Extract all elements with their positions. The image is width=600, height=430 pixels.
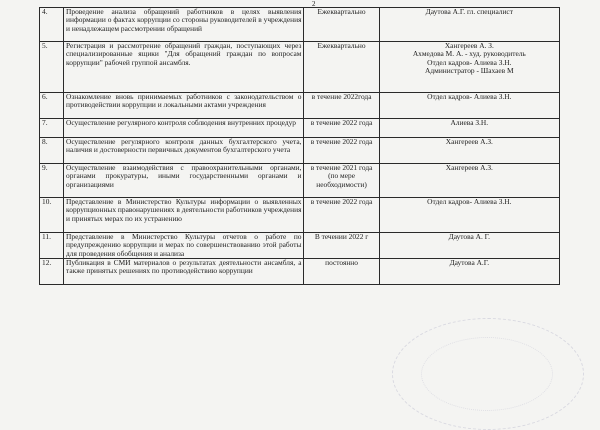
row-responsible: [379, 138, 559, 164]
row-event: Осуществление регулярного контроля соблюдения внутренних процедур: [64, 119, 304, 138]
row-term: в течение 2022 года: [304, 119, 379, 138]
row-responsible: [379, 119, 559, 138]
row-term: в течение 2022 года: [304, 138, 379, 164]
row-event: Регистрация и рассмотрение обращений граждан, поступающих через специализированные ящики "Для обращений граждан по вопросам коррупции" рабочей группой ансамбля.: [64, 42, 304, 93]
row-event: Проведение анализа обращений работников в целях выявления информации о фактах коррупции со стороны руководителей в учреждения и ненадлежащем рассмотрении обращений: [64, 8, 304, 42]
row-number: 12.: [40, 259, 64, 285]
row-number: 4.: [40, 8, 64, 42]
responsible-person: Алиева З.Н.: [450, 118, 489, 127]
table-row: [40, 42, 560, 93]
page-number: 2: [312, 0, 316, 8]
row-responsible: [379, 233, 559, 259]
responsible-person: Отдел кадров- Алиева З.Н.: [427, 197, 512, 206]
row-number: 9.: [40, 164, 64, 198]
official-stamp: [392, 318, 584, 430]
responsible-person: Даутова А.Г. гл. специалист: [425, 7, 513, 16]
row-number: 8.: [40, 138, 64, 164]
responsible-person: Отдел кадров- Алиева З.Н.: [427, 92, 512, 101]
table-row: [40, 198, 560, 233]
table-row: [40, 259, 560, 285]
anti-corruption-plan-table: [39, 7, 560, 285]
row-responsible: [379, 42, 559, 93]
responsible-person: Администратор - Шахаев М: [425, 65, 514, 75]
row-term: постоянно: [304, 259, 379, 285]
row-event: Представление в Министерство Культуры информации о выявленных коррупционных правонарушениях в деятельности работников учреждения и принятых мерах по их устранению: [64, 198, 304, 233]
row-responsible: [379, 198, 559, 233]
table-row: [40, 164, 560, 198]
table-row: [40, 119, 560, 138]
table-row: [40, 8, 560, 42]
table-row: [40, 93, 560, 119]
row-number: 10.: [40, 198, 64, 233]
responsible-person: Даутова А.Г.: [449, 258, 490, 267]
responsible-person: Даутова А. Г.: [448, 232, 490, 241]
row-term: в течение 2022года: [304, 93, 379, 119]
plan-table-body: [40, 8, 560, 285]
responsible-person: Хангереев А. З.: [444, 41, 494, 50]
responsible-person: Хангереев А.З.: [445, 137, 493, 146]
responsible-person: Отдел кадров- Алиева З.Н.: [427, 57, 512, 67]
row-event: Ознакомление вновь принимаемых работников с законодательством о противодействии коррупции и локальными актами учреждения: [64, 93, 304, 119]
row-responsible: [379, 164, 559, 198]
row-event: Публикация в СМИ материалов о результатах деятельности ансамбля, а также принятых решениях по противодействию коррупции: [64, 259, 304, 285]
row-term: в течение 2021 года (по мере необходимости): [304, 164, 379, 198]
row-term: в течение 2022 года: [304, 198, 379, 233]
responsible-person: Хангереев А.З.: [445, 163, 493, 172]
row-event: Осуществление взаимодействия с правоохранительными органами, органами прокуратуры, иными государственными органами и организациями: [64, 164, 304, 198]
row-number: 5.: [40, 42, 64, 93]
row-responsible: [379, 259, 559, 285]
row-term: В течении 2022 г: [304, 233, 379, 259]
row-responsible: [379, 8, 559, 42]
row-term: Ежеквартально: [304, 42, 379, 93]
row-number: 11.: [40, 233, 64, 259]
responsible-person: Ахмедова М. А. - худ. руководитель: [412, 49, 526, 59]
row-term: Ежеквартально: [304, 8, 379, 42]
row-event: Осуществление регулярного контроля данных бухгалтерского учета, наличия и достоверности первичных документов бухгалтерского учета: [64, 138, 304, 164]
table-row: [40, 138, 560, 164]
stamp-inner-ring: [421, 337, 553, 411]
row-event: Представление в Министерство Культуры отчетов о работе по предупреждению коррупции и мерах по совершенствованию этой работы для проведения обобщения и анализа: [64, 233, 304, 259]
row-responsible: [379, 93, 559, 119]
row-number: 7.: [40, 119, 64, 138]
row-number: 6.: [40, 93, 64, 119]
table-row: [40, 233, 560, 259]
